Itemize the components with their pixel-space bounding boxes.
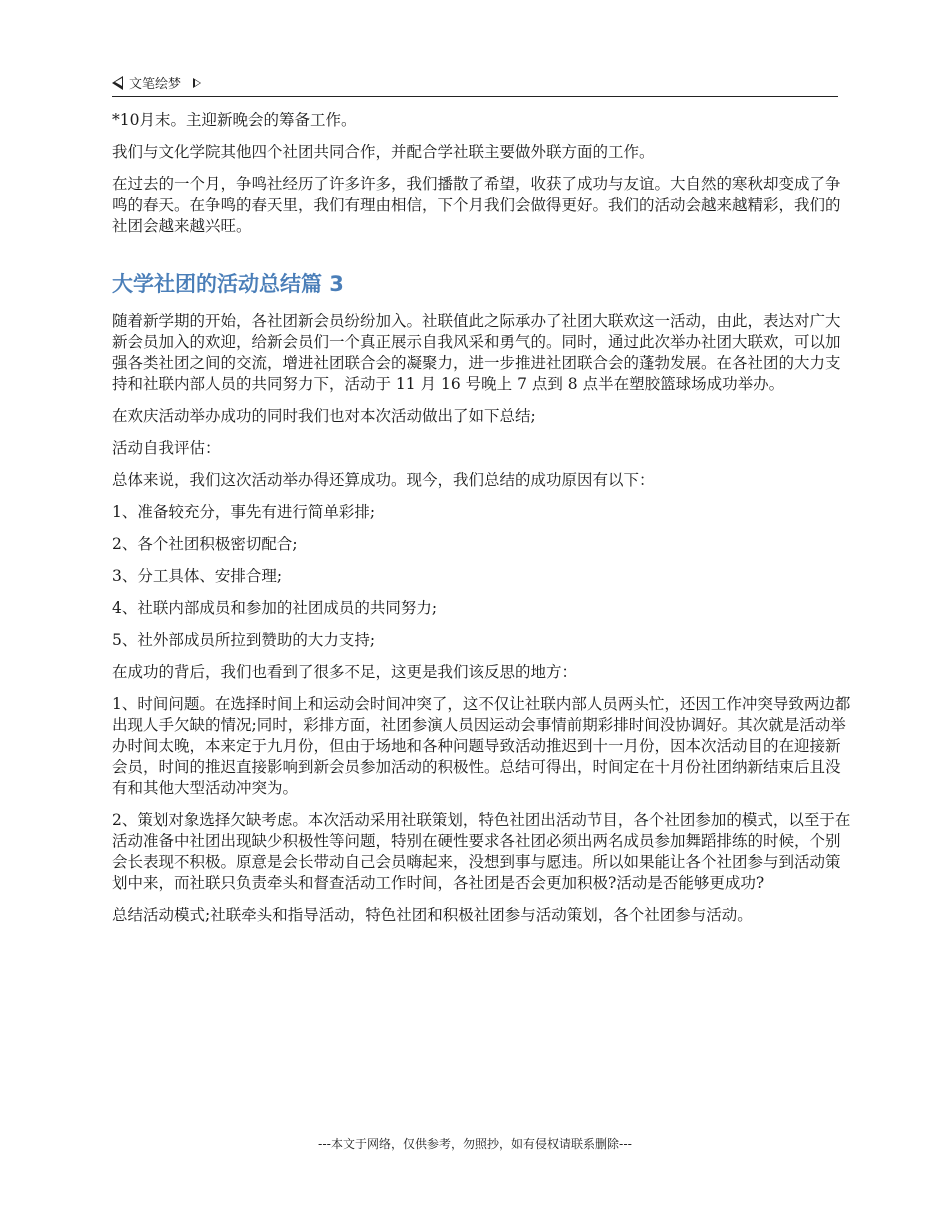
header-brand bbox=[112, 73, 201, 92]
header-brand-text: 文笔绘梦 bbox=[129, 77, 182, 92]
paragraph: 总结活动模式;社联牵头和指导活动，特色社团和积极社团参与活动策划，各个社团参与活动。 bbox=[112, 906, 753, 924]
triangle-right-icon bbox=[193, 78, 201, 88]
paragraph: 总体来说，我们这次活动举办得还算成功。现今，我们总结的成功原因有以下： bbox=[112, 471, 655, 489]
list-item: 5、社外部成员所拉到赞助的大力支持; bbox=[112, 631, 376, 649]
paragraph: 在成功的背后，我们也看到了很多不足，这更是我们该反思的地方： bbox=[112, 663, 578, 681]
list-item: 3、分工具体、安排合理; bbox=[112, 567, 283, 585]
paragraph: 2、策划对象选择欠缺考虑。本次活动采用社联策划，特色社团出活动节目，各个社团参加的模式，以至于在活动准备中社团出现缺少积极性等问题，特别在硬性要求各社团必须出两名成员参加舞蹈排练的时候，个别会长表现不积极。原意是会长带动自己会员嗨起来，没想到事与愿违。所以如果能让各个社团参与到活动策划中来，而社联只负责牵头和督查活动工作时间，各社团是否会更加积极?活动是否能够更成功? bbox=[112, 811, 851, 892]
section-title: 大学社团的活动总结篇 3 bbox=[112, 272, 344, 296]
page-header bbox=[112, 70, 838, 97]
paragraph: 在过去的一个月，争鸣社经历了许多许多，我们播散了希望，收获了成功与友谊。大自然的寒秋却变成了争鸣的春天。在争鸣的春天里，我们有理由相信，下个月我们会做得更好。我们的活动会越来越精彩，我们的社团会越来越兴旺。 bbox=[112, 175, 841, 235]
paragraph: 1、时间问题。在选择时间上和运动会时间冲突了，这不仅让社联内部人员两头忙，还因工作冲突导致两边都出现人手欠缺的情况;同时，彩排方面，社团参演人员因运动会事情前期彩排时间没协调好。其次就是活动举办时间太晚，本来定于九月份，但由于场地和各种问题导致活动推迟到十一月份，因本次活动目的在迎接新会员，时间的推迟直接影响到新会员参加活动的积极性。总结可得出，时间定在十月份社团纳新结束后且没有和其他大型活动冲突为。 bbox=[112, 695, 851, 797]
page-footer: ---本文于网络，仅供参考，勿照抄，如有侵权请联系删除--- bbox=[318, 1137, 632, 1151]
list-item: 4、社联内部成员和参加的社团成员的共同努力; bbox=[112, 599, 438, 617]
paragraph: 活动自我评估： bbox=[112, 439, 221, 457]
paragraph: 在欢庆活动举办成功的同时我们也对本次活动做出了如下总结; bbox=[112, 407, 536, 425]
triangle-left-icon bbox=[112, 76, 123, 90]
document-body bbox=[112, 110, 852, 937]
list-item: 1、准备较充分，事先有进行简单彩排; bbox=[112, 503, 376, 521]
list-item: 2、各个社团积极密切配合; bbox=[112, 535, 298, 553]
paragraph: *10月末。主迎新晚会的筹备工作。 bbox=[112, 111, 357, 129]
paragraph: 我们与文化学院其他四个社团共同合作，并配合学社联主要做外联方面的工作。 bbox=[112, 143, 655, 161]
paragraph: 随着新学期的开始，各社团新会员纷纷加入。社联值此之际承办了社团大联欢这一活动，由此，表达对广大新会员加入的欢迎，给新会员们一个真正展示自我风采和勇气的。同时，通过此次举办社团大联欢，可以加强各类社团之间的交流，增进社团联合会的凝聚力，进一步推进社团联合会的蓬勃发展。在各社团的大力支持和社联内部人员的共同努力下，活动于 11 月 16 号晚上 7 点到 8 点半在塑胶篮球场成功举办。 bbox=[112, 312, 841, 393]
